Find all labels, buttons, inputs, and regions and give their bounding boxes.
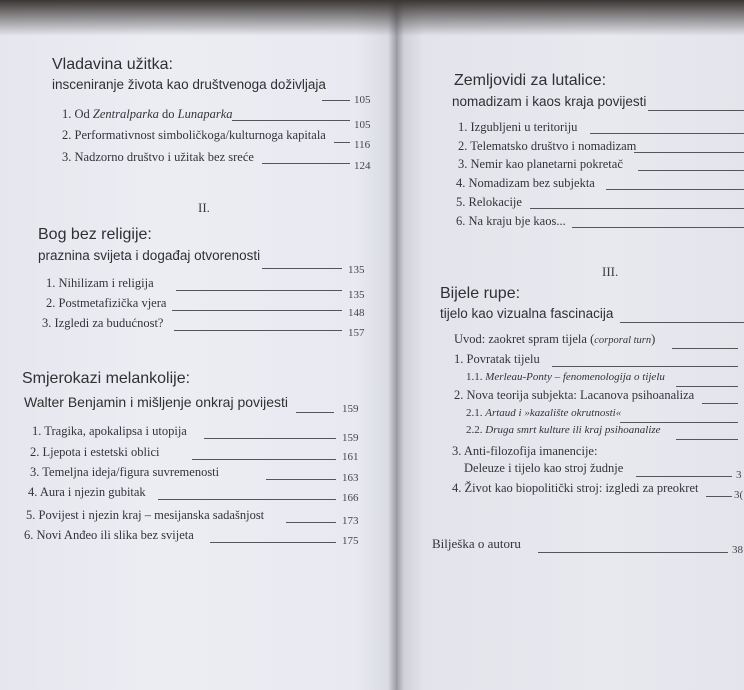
toc-entry: 4. Nomadizam bez subjekta xyxy=(456,176,595,190)
leader-line xyxy=(266,479,336,480)
toc-entry: 2. Ljepota i estetski oblici xyxy=(30,445,160,459)
section-title: Zemljovidi za lutalice: xyxy=(454,72,607,89)
leader-line xyxy=(192,459,336,460)
leader-line xyxy=(676,386,738,387)
page-number: 135 xyxy=(348,264,365,276)
leader-line xyxy=(636,476,732,477)
leader-line xyxy=(676,439,738,440)
section-title: Vladavina užitka: xyxy=(52,56,173,73)
leader-line xyxy=(638,170,744,171)
right-page xyxy=(396,0,744,690)
leader-line xyxy=(172,310,342,311)
section-title: Smjerokazi melankolije: xyxy=(22,370,191,387)
leader-line xyxy=(262,268,342,269)
toc-entry: 2. Telematsko društvo i nomadizam xyxy=(458,139,637,153)
leader-line xyxy=(232,120,350,121)
toc-entry-continuation: Deleuze i tijelo kao stroj žudnje xyxy=(464,461,624,475)
toc-entry: 2. Performativnost simboličkoga/kulturnoga kapitala xyxy=(62,128,326,142)
toc-entry: 1.1. Merleau-Ponty – fenomenologija o tijelu xyxy=(466,371,665,383)
book-gutter xyxy=(388,0,404,690)
leader-line xyxy=(648,110,744,111)
toc-entry: 3. Temeljna ideja/figura suvremenosti xyxy=(30,465,220,479)
toc-entry: 1. Od Zentralparka do Lunaparka xyxy=(62,107,233,121)
page-number: 148 xyxy=(348,307,365,319)
page-number: 3( xyxy=(734,489,744,501)
part-numeral: III. xyxy=(602,264,619,279)
section-subtitle: insceniranje života kao društvenoga doživljaja xyxy=(52,77,326,92)
leader-line xyxy=(590,133,744,134)
toc-entry: 1. Izgubljeni u teritoriju xyxy=(458,120,578,134)
page-number: 157 xyxy=(348,327,365,339)
toc-entry: 2. Nova teorija subjekta: Lacanova psihoanaliza xyxy=(454,388,695,402)
page-number: 116 xyxy=(354,139,371,151)
section-subtitle: Walter Benjamin i mišljenje onkraj povijesti xyxy=(24,394,289,410)
leader-line xyxy=(322,100,350,101)
page-number: 38 xyxy=(732,544,743,556)
leader-line xyxy=(672,348,738,349)
leader-line xyxy=(552,366,738,367)
toc-entry: 5. Povijest i njezin kraj – mesijanska sadašnjost xyxy=(26,508,265,522)
page-number: 124 xyxy=(354,160,371,172)
toc-entry: 2.1. Artaud i »kazalište okrutnosti« xyxy=(466,407,622,419)
page-number: 159 xyxy=(342,403,359,415)
leader-line xyxy=(262,163,350,164)
page-number: 105 xyxy=(354,94,371,106)
page-number: 163 xyxy=(342,472,359,484)
leader-line xyxy=(538,552,728,553)
leader-line xyxy=(334,142,350,143)
leader-line xyxy=(210,542,336,543)
toc-entry: 6. Novi Anđeo ili slika bez svijeta xyxy=(24,528,194,542)
toc-entry: 3. Nadzorno društvo i užitak bez sreće xyxy=(62,150,254,164)
leader-line xyxy=(158,499,336,500)
leader-line xyxy=(634,152,744,153)
page-number: 135 xyxy=(348,289,365,301)
toc-entry: 4. Aura i njezin gubitak xyxy=(28,485,146,499)
page-number: 105 xyxy=(354,119,371,131)
toc-entry: 2. Postmetafizička vjera xyxy=(46,296,167,310)
section-title: Bog bez religije: xyxy=(38,226,152,243)
leader-line xyxy=(706,496,732,497)
page-number: 161 xyxy=(342,451,359,463)
leader-line xyxy=(572,227,744,228)
toc-entry: 6. Na kraju bje kaos... xyxy=(456,214,566,228)
toc-entry: 2.2. Druga smrt kulture ili kraj psihoanalize xyxy=(466,424,661,436)
part-numeral: II. xyxy=(198,200,210,215)
leader-line xyxy=(606,189,744,190)
page-number: 173 xyxy=(342,515,359,527)
leader-line xyxy=(286,522,336,523)
toc-entry: Bilješka o autoru xyxy=(432,536,521,551)
page-number: 159 xyxy=(342,432,359,444)
section-title: Bijele rupe: xyxy=(440,285,521,302)
toc-entry: 3. Nemir kao planetarni pokretač xyxy=(458,157,623,171)
toc-entry: 1. Povratak tijelu xyxy=(454,352,540,366)
toc-entry: 1. Nihilizam i religija xyxy=(46,276,154,290)
toc-entry: 3. Anti-filozofija imanencije: xyxy=(452,444,598,458)
toc-entry: Uvod: zaokret spram tijela (corporal turn) xyxy=(454,332,656,346)
page-number: 175 xyxy=(342,535,359,547)
toc-entry: 5. Relokacije xyxy=(456,195,522,209)
section-subtitle: tijelo kao vizualna fascinacija xyxy=(440,306,614,321)
background-table xyxy=(0,0,744,36)
leader-line xyxy=(296,412,334,413)
leader-line xyxy=(620,422,738,423)
toc-entry: 4. Život kao biopolitički stroj: izgledi za preokret xyxy=(452,481,699,495)
page-number: 3 xyxy=(736,469,742,481)
page-number: 166 xyxy=(342,492,359,504)
leader-line xyxy=(620,322,744,323)
section-subtitle: nomadizam i kaos kraja povijesti xyxy=(452,94,647,109)
section-subtitle: praznina svijeta i događaj otvorenosti xyxy=(38,248,261,263)
toc-entry: 3. Izgledi za budućnost? xyxy=(42,316,164,330)
leader-line xyxy=(174,330,342,331)
leader-line xyxy=(702,403,738,404)
toc-entry: 1. Tragika, apokalipsa i utopija xyxy=(32,424,187,438)
leader-line xyxy=(530,208,744,209)
leader-line xyxy=(204,438,336,439)
leader-line xyxy=(176,290,342,291)
